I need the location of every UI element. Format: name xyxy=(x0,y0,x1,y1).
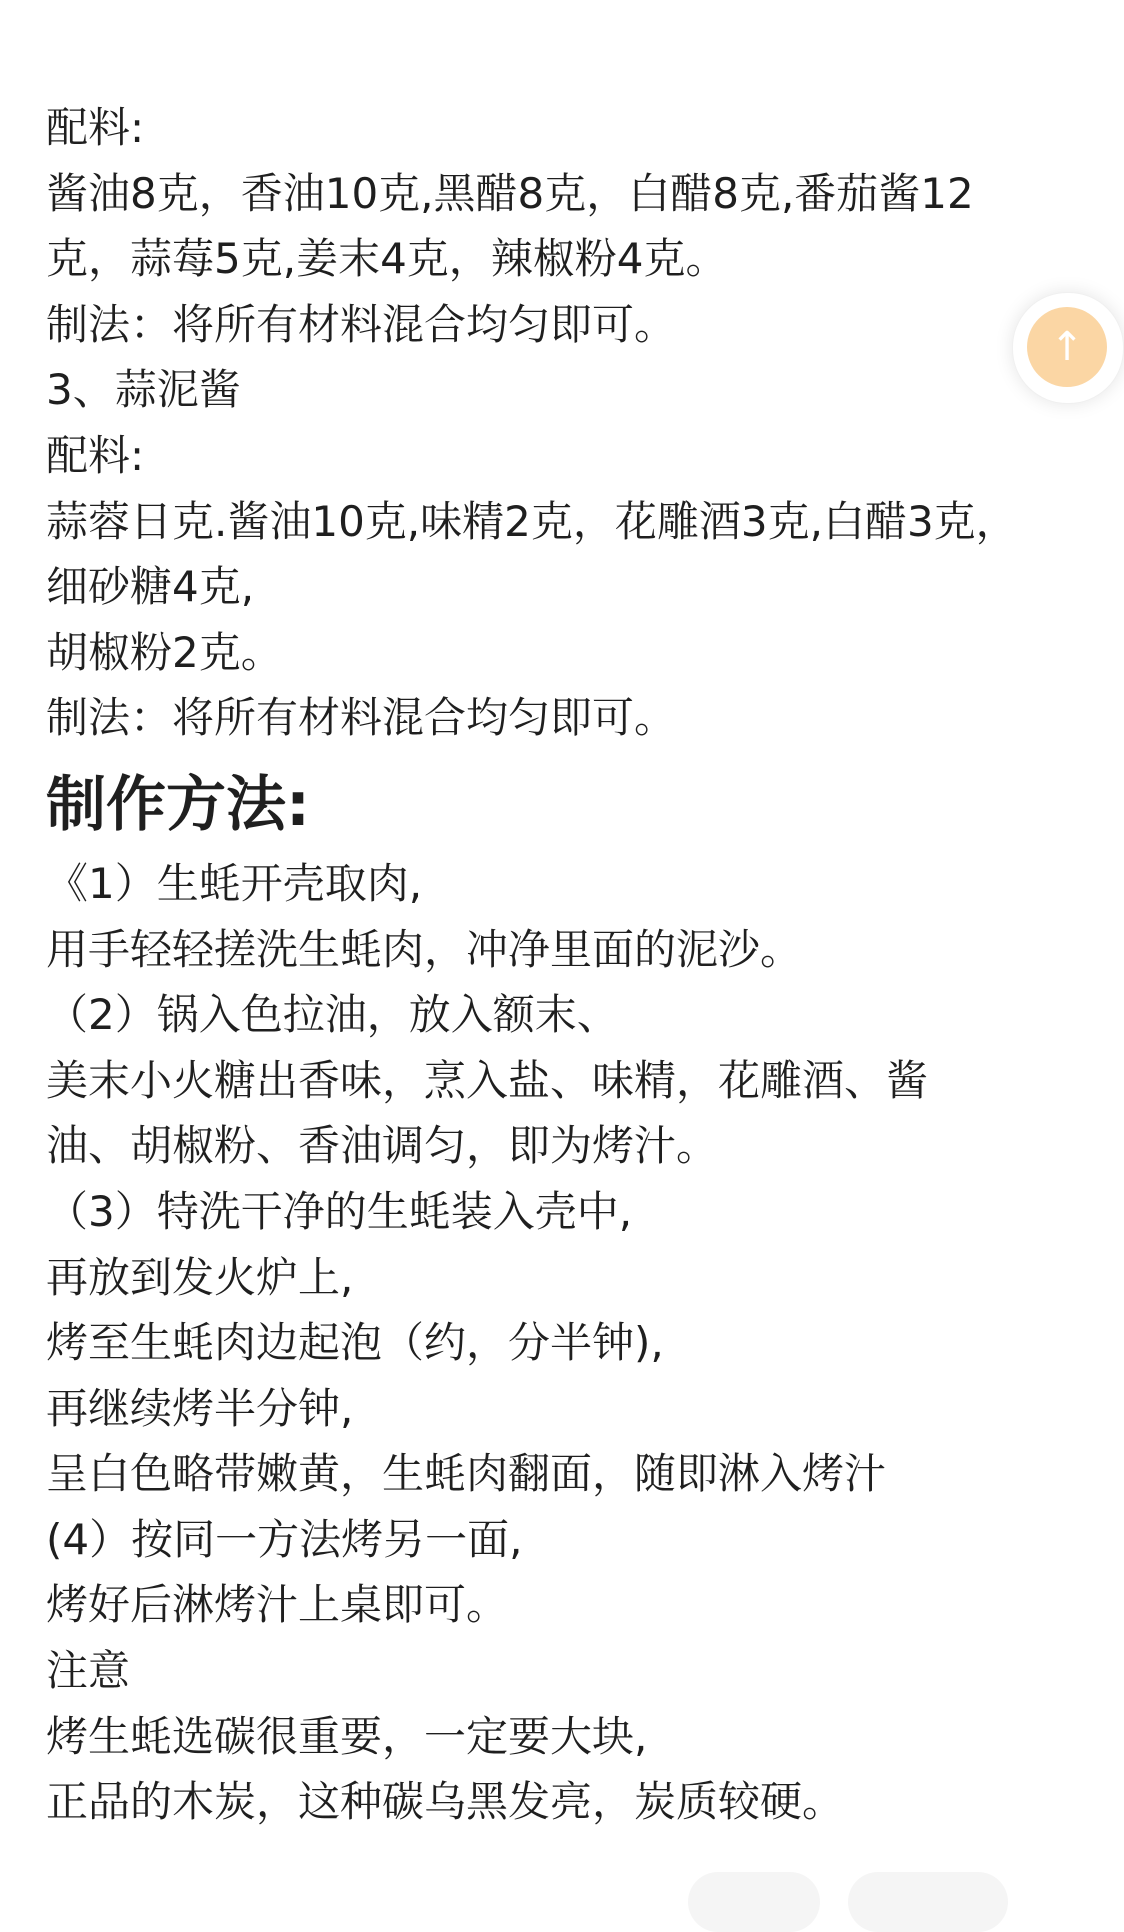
ingredients-line: 克，蒜莓5克,姜末4克，辣椒粉4克。 xyxy=(46,234,728,284)
ingredients-line: 酱油8克，香油10克,黑醋8克，白醋8克,番茄酱12 xyxy=(46,168,974,218)
step-line: 油、胡椒粉、香油调匀，即为烤汁。 xyxy=(46,1121,719,1171)
step-line: 再放到发火炉上, xyxy=(46,1252,354,1302)
bottom-action-pill[interactable] xyxy=(688,1872,820,1932)
ingredients-line: 细砂糖4克, xyxy=(46,562,255,612)
bottom-action-pill[interactable] xyxy=(848,1872,1008,1932)
step-line: 美末小火糖出香味，烹入盐、味精，花雕酒、酱 xyxy=(46,1055,929,1105)
floating-action-button[interactable] xyxy=(1012,292,1124,404)
step-line: 呈白色略带嫩黄，生蚝肉翻面，随即淋入烤汁 xyxy=(46,1449,887,1499)
step-line: 烤至生蚝肉边起泡（约，分半钟), xyxy=(46,1318,664,1368)
step-line: （3）特洗干净的生蚝装入壳中, xyxy=(46,1186,633,1236)
notes-title: 注意 xyxy=(46,1646,131,1696)
step-line: 《1）生蚝开壳取肉, xyxy=(46,858,423,908)
up-arrow-icon: ↑ xyxy=(1027,307,1107,387)
ingredients-line: 胡椒粉2克。 xyxy=(46,627,283,677)
steps-heading: 制作方法: xyxy=(46,769,310,840)
ingredients-label: 配料: xyxy=(46,430,145,480)
step-line: (4）按同一方法烤另一面, xyxy=(46,1514,523,1564)
notes-line: 正品的木炭，这种碳乌黑发亮，炭质较硬。 xyxy=(46,1777,845,1827)
method-line: 制法：将所有材料混合均匀即可。 xyxy=(46,299,677,349)
notes-line: 烤生蚝选碳很重要，一定要大块, xyxy=(46,1711,648,1761)
ingredients-label: 配料: xyxy=(46,103,145,152)
method-line: 制法：将所有材料混合均匀即可。 xyxy=(46,693,677,743)
step-line: 烤好后淋烤汁上桌即可。 xyxy=(46,1580,509,1630)
section-title: 3、蒜泥酱 xyxy=(46,365,241,415)
article-body xyxy=(46,95,1036,1835)
step-line: 再继续烤半分钟, xyxy=(46,1383,354,1433)
step-line: 用手轻轻搓洗生蚝肉，冲净里面的泥沙。 xyxy=(46,924,803,974)
ingredients-line: 蒜蓉日克.酱油10克,味精2克，花雕酒3克,白醋3克， xyxy=(46,496,1018,546)
step-line: （2）锅入色拉油，放入额末、 xyxy=(46,990,619,1040)
